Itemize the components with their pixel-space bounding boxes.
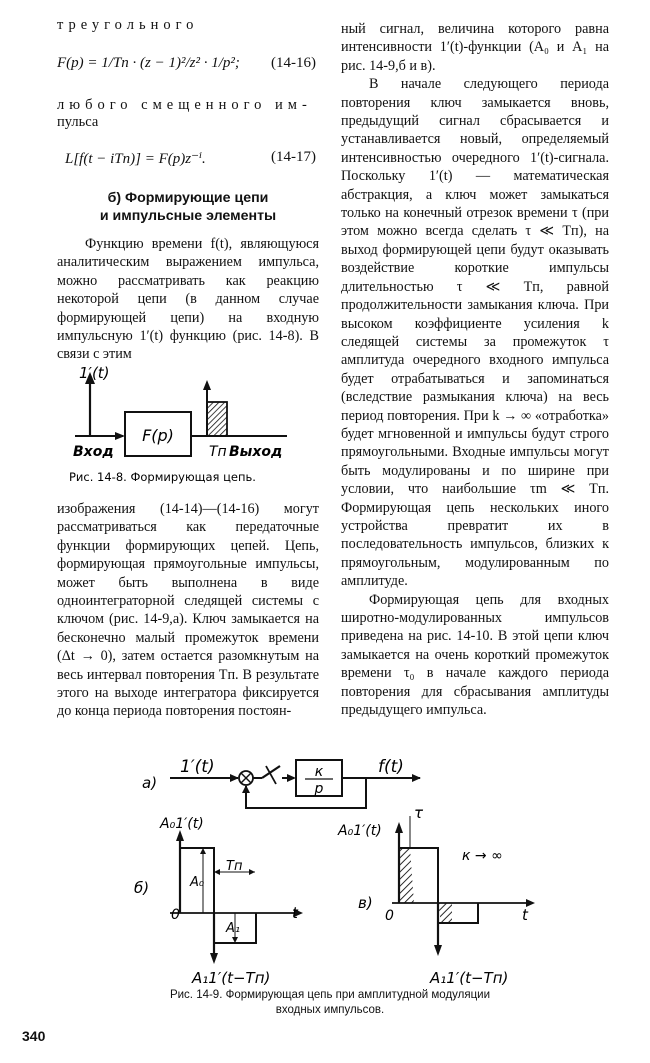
equation-14-17: L[f(t − iTп)] = F(p)z⁻ⁱ. <box>65 151 206 167</box>
fig-a-label: а) <box>142 774 158 792</box>
figure-14-8-caption: Рис. 14-8. Формирующая цепь. <box>69 470 256 484</box>
fig-v-bottom-label: A₁1′(t−Tп) <box>430 969 509 987</box>
fig-b-tp-dim-head-right <box>249 869 255 875</box>
left-paragraph-1-text: Функцию времени f(t), являющуюся аналитическим выражением импульса, можно рассматривать как реакцию некоторой цепи (в данном случае формирующей цепи) на входную импульсную 1′(t) функцию (рис. 14-8). В связи с этим <box>57 236 319 363</box>
fig-a-input-signal: 1′(t) <box>180 757 215 777</box>
right-paragraph-2: В начале следующего периода повторения ключ замыкается вновь, предыдущий сигнал сбрасывается и устанавливается новый, определяемый интенсивностью очередного 1′(t)-сигнала. Поскольку 1′(t) — математическая абстракция, а ключ может замыкаться только на конечный отрезок времени τ (при этом можно всегда сделать τ ≪ Tп), на выход формирующей цепи будут оказывать воздействие короткие импульсы длительностью τ ≪ Tп, равной продолжительности замыкания ключа. При высоком коэффициенте усиления k следящей системы за промежуток τ амплитуда очередного входного импульса будет отрабатываться и запоминаться (вследствие размыкания ключа) на весь период повторения. При k → ∞ «отработка» будет мгновенной и импульсы будут строго прямоугольными. Входные импульсы могут быть модулированы и по ширине при условии, что наибольшие τm ≪ Tп. Формирующая цепь нескольких иного устройства превратит их в последовательность импульсов, близких к прямоугольным, модулированным по амплитуде. <box>341 76 609 590</box>
equation-14-16-rhs: 1/Tп · (z − 1)²/z² · 1/p²; <box>101 55 240 71</box>
output-pulse-arrowhead <box>203 380 211 390</box>
feedback-arrowhead <box>242 785 250 793</box>
section-heading-line1: б) Формирующие цепи <box>107 190 269 206</box>
block-label: F(p) <box>142 426 174 445</box>
fig-b-impulse-down-head <box>210 953 218 964</box>
output-pulse <box>207 402 227 436</box>
fig-a-block-arrowhead <box>287 774 296 782</box>
figure-14-9-caption-line2: входных импульсов. <box>275 1004 385 1016</box>
fig-v-impulse-down-head <box>434 945 442 956</box>
fig-b-top-label: A₀1′(t) <box>160 816 204 832</box>
word-any-shifted: любого смещенного им- <box>57 97 312 113</box>
fig-v-tau-label: τ <box>414 804 424 822</box>
fig-b-zero-label: 0 <box>171 907 180 923</box>
impulse-label: 1′(t) <box>79 364 110 382</box>
integrator-numerator: к <box>314 764 324 780</box>
fig-v-rise-hatch <box>399 848 414 903</box>
left-paragraph-2-text: изображения (14-14)—(14-16) могут рассматриваться как передаточные функции формирующих цепей. Цепь, формирующая прямоугольные импульсы, может быть выполнена в виде одноинтеграторной следящей системы с ключом (рис. 14-9,а). Ключ замыкается на бесконечно малый промежуток времени (Δt → 0), затем остается разомкнутым на весь интервал повторения Tп. В результате этого на выходе интегратора фиксируется до конца периода повторения постоян- <box>57 501 319 720</box>
left-paragraph-1 <box>57 235 319 364</box>
figure-14-9-caption <box>120 988 540 1018</box>
fig-v-fall-hatch <box>438 903 452 923</box>
fig-b-bottom-label: A₁1′(t−Tп) <box>192 969 271 987</box>
fig-v-label: в) <box>358 894 373 912</box>
fig-a-input-arrowhead <box>230 774 239 782</box>
fig-b-t-label: t <box>292 904 298 922</box>
page-number: 340 <box>22 1028 46 1044</box>
figure-14-8 <box>57 360 319 488</box>
right-column <box>341 20 609 719</box>
fig-b-tp-label: Tп <box>226 859 243 874</box>
fig-v-top-label: A₀1′(t) <box>338 823 382 839</box>
fig-a-output-arrowhead <box>412 774 421 782</box>
word-triangular: треугольного <box>57 17 199 33</box>
right-paragraph-1: ный сигнал, величина которого равна интенсивности 1′(t)-функции (A₀ и A₁ на рис. 14-9,б и в). <box>341 21 609 74</box>
fig-b-a1-label: A₁ <box>226 921 241 936</box>
fig-v-impulse-up-head <box>395 822 403 833</box>
figure-14-9-caption-line1: Рис. 14-9. Формирующая цепь при амплитудной модуляции <box>169 989 491 1001</box>
fig-v-t-label: t <box>522 906 528 924</box>
output-label: Выход <box>229 444 283 460</box>
tp-label: Tп <box>209 444 227 460</box>
fig-b-label: б) <box>134 879 150 897</box>
word-impulse: пульса <box>57 114 99 130</box>
equation-14-17-number: (14-17) <box>271 149 316 165</box>
equation-14-16-number: (14-16) <box>271 55 316 71</box>
right-paragraph-3: Формирующая цепь для входных широтно-модулированных импульсов приведена на рис. 14-10. В этой цепи ключ замыкается на очень короткий промежуток времени τ₀ в начале каждого периода повторения для сбрасывания амплитуды предыдущего импульса. <box>341 591 609 719</box>
fig-v-k-label: к → ∞ <box>462 848 503 864</box>
feedback-path <box>246 778 366 808</box>
figure-14-9 <box>0 748 650 1018</box>
input-label: Вход <box>73 444 114 460</box>
fig-a-output-signal: f(t) <box>378 757 404 777</box>
fig-v-zero-label: 0 <box>385 908 394 924</box>
section-heading-line2: и импульсные элементы <box>99 208 277 224</box>
section-heading <box>57 189 319 225</box>
integrator-denominator: p <box>314 781 324 797</box>
equation-14-16 <box>57 55 240 72</box>
input-arrowhead <box>115 432 125 440</box>
fig-b-a0-label: A₀ <box>190 875 205 890</box>
left-paragraph-2 <box>57 500 319 721</box>
equation-14-16-lhs: F(p) = <box>57 55 102 71</box>
